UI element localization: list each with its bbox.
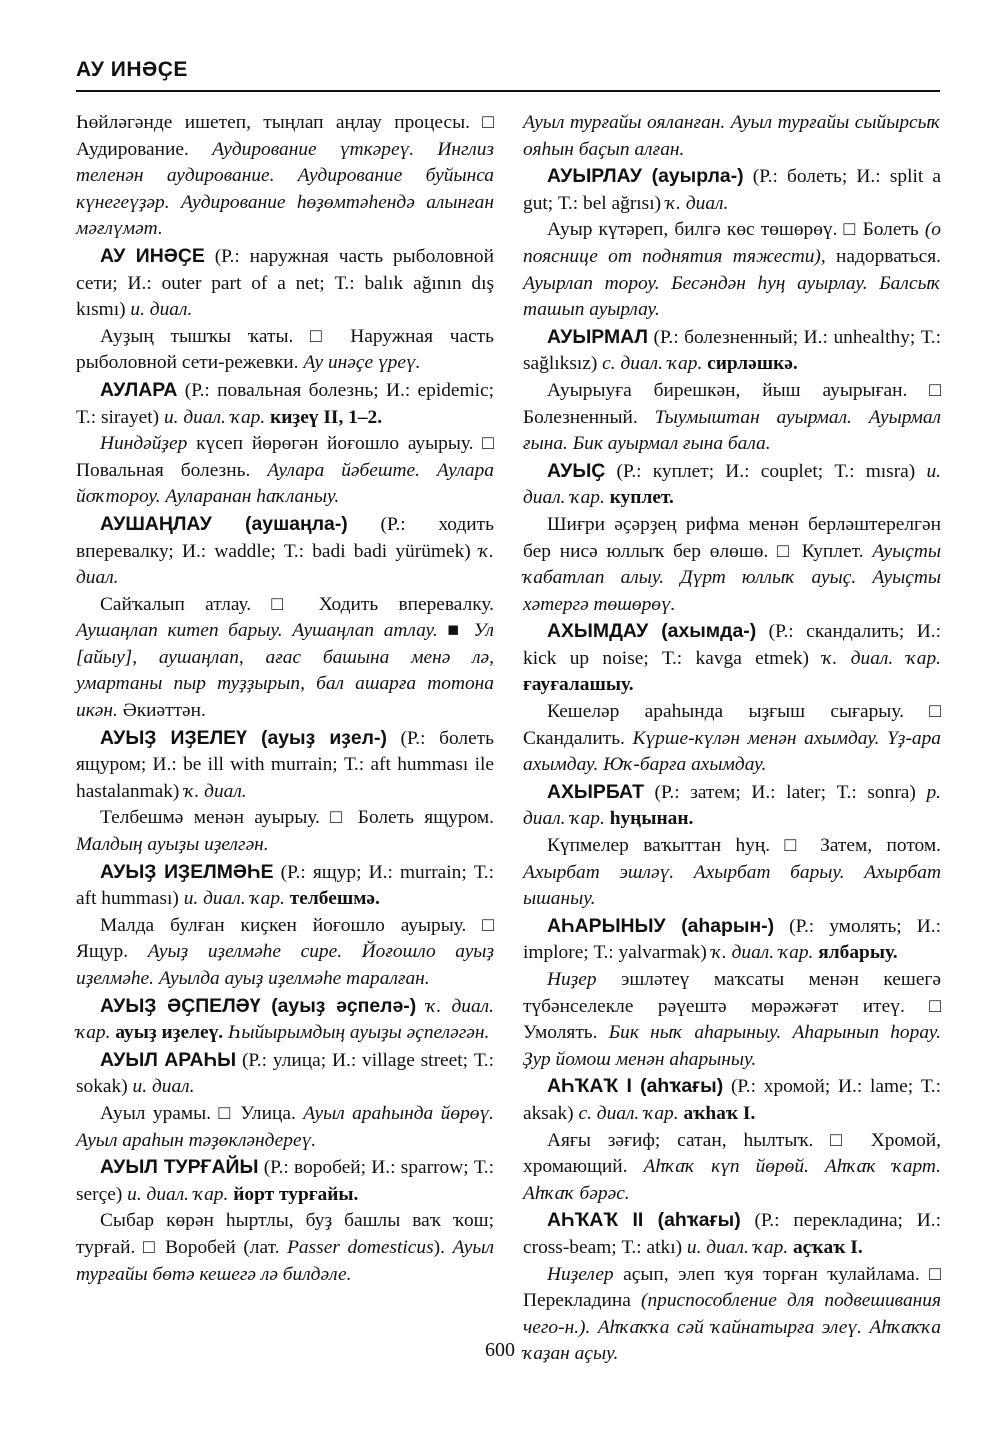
italic-text: Аушаңлап китеп барыу. Аушаңлап атлау. bbox=[76, 620, 438, 642]
text-run: (Р.: наружная часть рыболовной сети; И.: outer part of a net; Т.: balık ağının dış kısmı) bbox=[76, 245, 494, 321]
cross-reference: телбешмә. bbox=[289, 888, 380, 910]
italic-text: ҡ. диал. bbox=[184, 780, 247, 802]
text-run: , надорваться. bbox=[820, 245, 941, 267]
entry-paragraph-auys-def bbox=[523, 458, 941, 512]
entry-paragraph-au-inese-ex bbox=[76, 324, 494, 377]
italic-text: и. диал. ҡар. bbox=[127, 1183, 229, 1205]
italic-text: Ахырбат эшләү. Ахырбат барыу. Ахырбат ышаныу. bbox=[523, 861, 941, 910]
cross-reference: аҡһаҡ I. bbox=[683, 1102, 756, 1124]
right-column bbox=[523, 110, 941, 1368]
entry-paragraph-cont2 bbox=[523, 110, 941, 163]
italic-text: Ауыл турғайы ояланған. Ауыл турғайы сыйырсыҡ ояһын баҫып алған. bbox=[523, 112, 941, 160]
headword: АҺҠАҠ I (аһҡағы) bbox=[547, 1075, 724, 1098]
entry-paragraph-ahkak1-def bbox=[523, 1073, 941, 1127]
italic-text: (приспособление для подвешивания чего-н.). Аһҡаҡҡа сәй ҡайнатырға элеү. Аһҡаҡҡа ҡаҙан аҫыу. bbox=[523, 1290, 941, 1365]
entry-paragraph-auyl-turgaiy-def bbox=[76, 1154, 494, 1208]
entry-paragraph-akhymdau-def bbox=[523, 618, 941, 699]
text-run: аҫып, элеп ҡуя торған ҡулайлама. □ Перекладина bbox=[523, 1263, 941, 1312]
headword: АУЫҘ ИҘЕЛМӘҺЕ bbox=[100, 860, 274, 883]
text-run: (Р.: хромой; И.: lame; Т.: aksak) bbox=[523, 1076, 941, 1124]
text-run: Ауыр күтәреп, билгә көс төшөрөү. □ Болеть bbox=[547, 219, 925, 241]
italic-text: и. диал. ҡар. bbox=[523, 460, 941, 509]
text-run: (Р.: болеть; И.: split a gut; Т.: bel ağrısı) bbox=[523, 166, 941, 214]
text-run: Күпмелер ваҡыттан һуң. □ Затем, потом. bbox=[547, 835, 941, 857]
italic-text: и. диал. bbox=[132, 1076, 195, 1098]
italic-text: ҡ. диал. bbox=[76, 540, 494, 589]
entry-paragraph-auyrlau-def bbox=[523, 163, 941, 217]
entry-paragraph-ahkak1-ex bbox=[523, 1128, 941, 1208]
text-run: (Р.: улица; И.: village street; Т.: sokak) bbox=[76, 1049, 494, 1098]
text-run: (Р.: болеть ящуром; И.: be ill with murrain; Т.: aft humması ile hastalanmak) bbox=[76, 727, 495, 802]
cross-reference: куплет. bbox=[609, 487, 674, 509]
entry-paragraph-auyz-izelmehe-def bbox=[76, 859, 494, 913]
cross-reference: аҫҡаҡ I. bbox=[792, 1236, 863, 1258]
text-run: (Р.: воробей; И.: sparrow; Т.: serçe) bbox=[76, 1157, 494, 1205]
italic-text: Малдың ауыҙы иҙелгән. bbox=[76, 834, 269, 856]
text-run: Ауырыуға бирешкән, йыш ауырыған. □ Болезненный. bbox=[523, 379, 941, 428]
headword: АУЫРЛАУ (ауырла-) bbox=[547, 165, 744, 188]
headword: АУ ИНӘҪЕ bbox=[100, 244, 205, 267]
italic-text: Ниҙер bbox=[547, 969, 597, 990]
headword: АХЫРБАТ bbox=[547, 780, 644, 803]
entry-paragraph-auyl-arahy-def bbox=[76, 1047, 494, 1101]
entry-paragraph-aharynyu-ex bbox=[523, 967, 941, 1073]
entry-paragraph-akhymdau-ex bbox=[523, 699, 941, 779]
headword: АУЫҪ bbox=[547, 459, 606, 482]
cross-reference: ауыҙ иҙелеү. bbox=[115, 1022, 224, 1044]
text-run: (Р.: ящур; И.: murrain; Т.: aft humması) bbox=[76, 861, 494, 910]
text-run: Телбешмә менән ауырыу. □ Болеть ящуром. bbox=[100, 807, 494, 829]
cross-reference: ялбарыу. bbox=[818, 942, 898, 964]
cross-reference: йорт турғайы. bbox=[233, 1183, 359, 1205]
italic-text: Ауыл турғайы бөтә кешегә лә билдәле. bbox=[76, 1236, 494, 1285]
italic-text: Ауырлап тороу. Бесәндән һуң ауырлау. Балсыҡ ташып ауырлау. bbox=[523, 272, 941, 321]
entry-paragraph-cont bbox=[76, 110, 494, 243]
italic-text: Ауыҙ иҙелмәһе сире. Йоғошло ауыҙ иҙелмәһе. Ауылда ауыҙ иҙелмәһе таралған. bbox=[76, 941, 495, 989]
italic-text: Күрше-күлән менән ахымдау. Үҙ-ара ахымдау. Юҡ-барға ахымдау. bbox=[523, 727, 941, 776]
italic-text: Ул [айыу], аушаңлап, ағас башына менә лә, умартаны пыр туҙҙырып, бал ашарға тотона икән. bbox=[76, 620, 494, 722]
cross-reference: һуңынан. bbox=[609, 808, 694, 830]
italic-text: (о пояснице от поднятия тяжести) bbox=[523, 219, 941, 267]
italic-text: Аһҡаҡ күп йөрөй. Аһҡаҡ ҡарт. Аһҡаҡ бәрәс. bbox=[523, 1156, 942, 1204]
text-run: (Р.: куплет; И.: couplet; Т.: mısra) bbox=[605, 460, 927, 482]
italic-text: Ауыл араһында йөрөү. Ауыл араһын тәҙөкләндереү. bbox=[76, 1102, 495, 1151]
text-run: (Р.: затем; И.: later; Т.: sonra) bbox=[643, 781, 927, 803]
cross-reference: сирләшкә. bbox=[707, 353, 798, 375]
italic-text: Passer domesticus bbox=[287, 1236, 434, 1258]
text-run: Шиғри әҫәрҙең рифма менән берләштерелгән бер нисә юллыҡ бер өлөшө. □ Куплет. bbox=[523, 513, 941, 562]
headword: АУЫҘ ӘҪПЕЛӘҮ (ауыҙ әҫпелә-) bbox=[100, 994, 417, 1017]
italic-text: Тыумыштан ауырмал. Ауырмал ғына. Бик ауырмал ғына бала. bbox=[523, 406, 941, 455]
text-run: Сайҡалып атлау. □ Ходить вперевалку. bbox=[100, 593, 494, 615]
header-rule bbox=[76, 90, 940, 92]
italic-text: Ауыҫты ҡабатлап алыу. Дүрт юллыҡ ауыҫ. Ауыҫты хәтергә төшөрөү. bbox=[523, 540, 941, 615]
headword: АҺҠАҠ II (аһҡағы) bbox=[547, 1209, 741, 1232]
italic-text: Ниндәйҙер bbox=[100, 433, 188, 455]
entry-paragraph-auyrmal-def bbox=[523, 324, 941, 378]
entry-paragraph-auyz-espelau-def bbox=[76, 993, 494, 1047]
entry-paragraph-aharynyu-def bbox=[523, 913, 941, 967]
entry-paragraph-auyl-arahy-ex bbox=[76, 1101, 494, 1154]
running-head: АУ ИНӘҪЕ bbox=[76, 58, 188, 81]
entry-paragraph-auyz-izeleu-def bbox=[76, 725, 494, 806]
text-run: эшләтеү маҡсаты менән кешегә түбәнселекле рәүештә мөрәжәғәт итеү. □ Умолять. bbox=[523, 969, 941, 1044]
entry-paragraph-aulara-ex bbox=[76, 431, 494, 511]
text-run: Әкиәттән. bbox=[117, 700, 206, 722]
italic-text: и. диал. bbox=[130, 299, 193, 321]
text-run: Һөйләгәнде ишетеп, тыңлап аңлау процесы. □ Аудирование. bbox=[76, 112, 494, 160]
italic-text: и. диал. ҡар. bbox=[686, 1236, 789, 1258]
italic-text: Ау инәҫе үреү. bbox=[303, 352, 421, 374]
text-run: Кешеләр араһында ыҙғыш сығарыу. □ Скандалить. bbox=[523, 701, 941, 749]
text-run: Ауҙың тышҡы ҡаты. □ Наружная часть рыболовной сети-режевки. bbox=[76, 325, 494, 374]
text-run: ■ bbox=[437, 620, 474, 642]
entry-paragraph-ahkak2-def bbox=[523, 1207, 941, 1261]
text-run: (Р.: повальная болезнь; И.: epidemic; Т.: sirayet) bbox=[76, 379, 494, 428]
italic-text: с. диал. ҡар. bbox=[578, 1102, 679, 1124]
entry-paragraph-auyrlau-ex bbox=[523, 217, 941, 323]
text-run: ). bbox=[433, 1236, 453, 1258]
italic-text: р. диал. ҡар. bbox=[523, 781, 941, 830]
italic-text: Ниҙелер bbox=[547, 1263, 614, 1285]
italic-text: ҡ. диал. ҡар. bbox=[822, 647, 941, 669]
text-run: (Р.: болезненный; И.: unhealthy; Т.: sağlıksız) bbox=[523, 326, 941, 375]
italic-text: с. диал. ҡар. bbox=[602, 353, 703, 375]
text-run: (Р.: скандалить; И.: kick up noise; Т.: kavga etmek) bbox=[523, 621, 941, 669]
headword: АУЫЛ ТУРҒАЙЫ bbox=[100, 1156, 259, 1179]
headword: АУЫҘ ИҘЕЛЕҮ (ауыҙ иҙел-) bbox=[100, 726, 387, 749]
cross-reference: ғауғалашыу. bbox=[523, 674, 634, 696]
italic-text: Бик ныҡ аһарыныу. Аһарынып һорау. Ҙур йомош менән аһарыныу. bbox=[523, 1022, 941, 1070]
italic-text: и. диал. ҡар. bbox=[163, 406, 266, 428]
headword: АУШАҢЛАУ (аушаңла-) bbox=[100, 512, 348, 535]
entry-paragraph-akhyrbat-ex bbox=[523, 833, 941, 913]
text-run: Малда булған киҫкен йоғошло ауырыу. □ Ящур. bbox=[76, 914, 494, 963]
cross-reference: киҙеү II, 1–2. bbox=[270, 406, 383, 428]
italic-text: Һыйырымдың ауыҙы әҫпеләгән. bbox=[227, 1022, 490, 1044]
text-run: Сыбар көрән һыртлы, буҙ башлы ваҡ ҡош; турғай. □ Воробей (лат. bbox=[76, 1210, 494, 1258]
entry-paragraph-aushanlau-def bbox=[76, 511, 494, 592]
italic-text: и. диал. ҡар. bbox=[183, 888, 285, 910]
entry-paragraph-auyz-izelmehe-ex bbox=[76, 913, 494, 993]
headword: АУЫРМАЛ bbox=[547, 325, 648, 348]
entry-paragraph-auyl-turgaiy-ex bbox=[76, 1208, 494, 1288]
headword: АУЫЛ АРАҺЫ bbox=[100, 1048, 237, 1071]
text-run: күсеп йөрөгән йоғошло ауырыу. □ Повальная болезнь. bbox=[76, 433, 494, 481]
entry-paragraph-au-inese-def bbox=[76, 243, 494, 324]
italic-text: Аудирование үткәреү. Инглиз теленән аудирование. Аудирование буйынса күнегеүҙәр. Аудирование һөҙөмтәһендә алынған мәғлүмәт. bbox=[76, 138, 494, 240]
entry-paragraph-auys-ex bbox=[523, 512, 941, 618]
text-run: (Р.: перекладина; И.: cross-beam; Т.: atkı) bbox=[523, 1210, 941, 1258]
headword: АУЛАРА bbox=[100, 378, 178, 401]
entry-paragraph-auyz-izeleu-ex bbox=[76, 805, 494, 858]
text-run: (Р.: умолять; И.: implore; Т.: yalvarmak) bbox=[523, 915, 941, 964]
text-run: Аяғы зәғиф; сатан, һылтыҡ. □ Хромой, хромающий. bbox=[523, 1129, 941, 1178]
italic-text: ҡ. диал. ҡар. bbox=[711, 942, 814, 964]
text-run: Ауыл урамы. □ Улица. bbox=[100, 1102, 304, 1124]
entry-paragraph-aushanlau-ex bbox=[76, 592, 494, 725]
entry-paragraph-akhyrbat-def bbox=[523, 779, 941, 833]
entry-paragraph-auyrmal-ex bbox=[523, 378, 941, 458]
italic-text: Аулара йәбеште. Аулара йоҡтороу. Ауларанан һаҡланыу. bbox=[76, 459, 494, 508]
headword: АХЫМДАУ (ахымда-) bbox=[547, 620, 757, 643]
italic-text: ҡ. диал. ҡар. bbox=[76, 995, 494, 1044]
text-run bbox=[416, 996, 426, 1017]
entry-paragraph-aulara-def bbox=[76, 377, 494, 431]
text-run: (Р.: ходить вперевалку; И.: waddle; Т.: badi badi yürümek) bbox=[76, 513, 494, 562]
headword: АҺАРЫНЫУ (аһарын-) bbox=[547, 914, 775, 937]
page-number: 600 bbox=[485, 1339, 515, 1361]
italic-text: ҡ. диал. bbox=[665, 192, 729, 214]
left-column bbox=[76, 110, 494, 1288]
